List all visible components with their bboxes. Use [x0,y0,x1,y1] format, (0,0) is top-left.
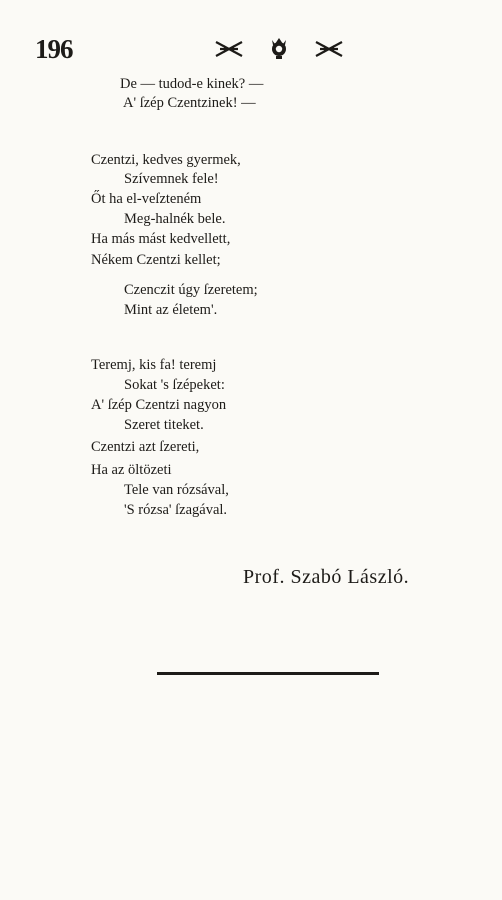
verse-line: A' ſzép Czentzi nagyon [91,397,227,413]
verse-line: Ha más mást kedvellett, [91,231,231,247]
verse-line: Czentzi azt ſzereti, [91,439,200,455]
verse-line: Tele van rózsával, [124,482,229,498]
verse-line: Sokat 's ſzépeket: [124,377,225,393]
verse-line: Meg-halnék bele. [124,211,226,227]
ornament-icon [214,36,344,60]
verse-line: Nékem Czentzi kellet; [91,252,221,268]
text-line: De — tudod-e kinek? — [120,76,264,92]
page-number: 196 [35,34,73,64]
text-line: A' ſzép Czentzinek! — [123,95,256,111]
verse-line: Ha az öltözeti [91,462,172,478]
verse-line: Szívemnek fele! [124,171,219,187]
verse-line: Szeret titeket. [124,417,204,433]
verse-line: Czenczit úgy ſzeretem; [124,282,258,298]
verse-line: Mint az életem'. [124,302,218,318]
verse-line: Őt ha el-veſzteném [91,191,202,207]
verse-line: 'S rózsa' ſzagával. [124,502,228,518]
verse-line: Teremj, kis fa! teremj [91,357,217,373]
author-signature: Prof. Szabó László. [243,566,410,588]
verse-line: Czentzi, kedves gyermek, [91,152,241,168]
section-divider [157,672,379,675]
